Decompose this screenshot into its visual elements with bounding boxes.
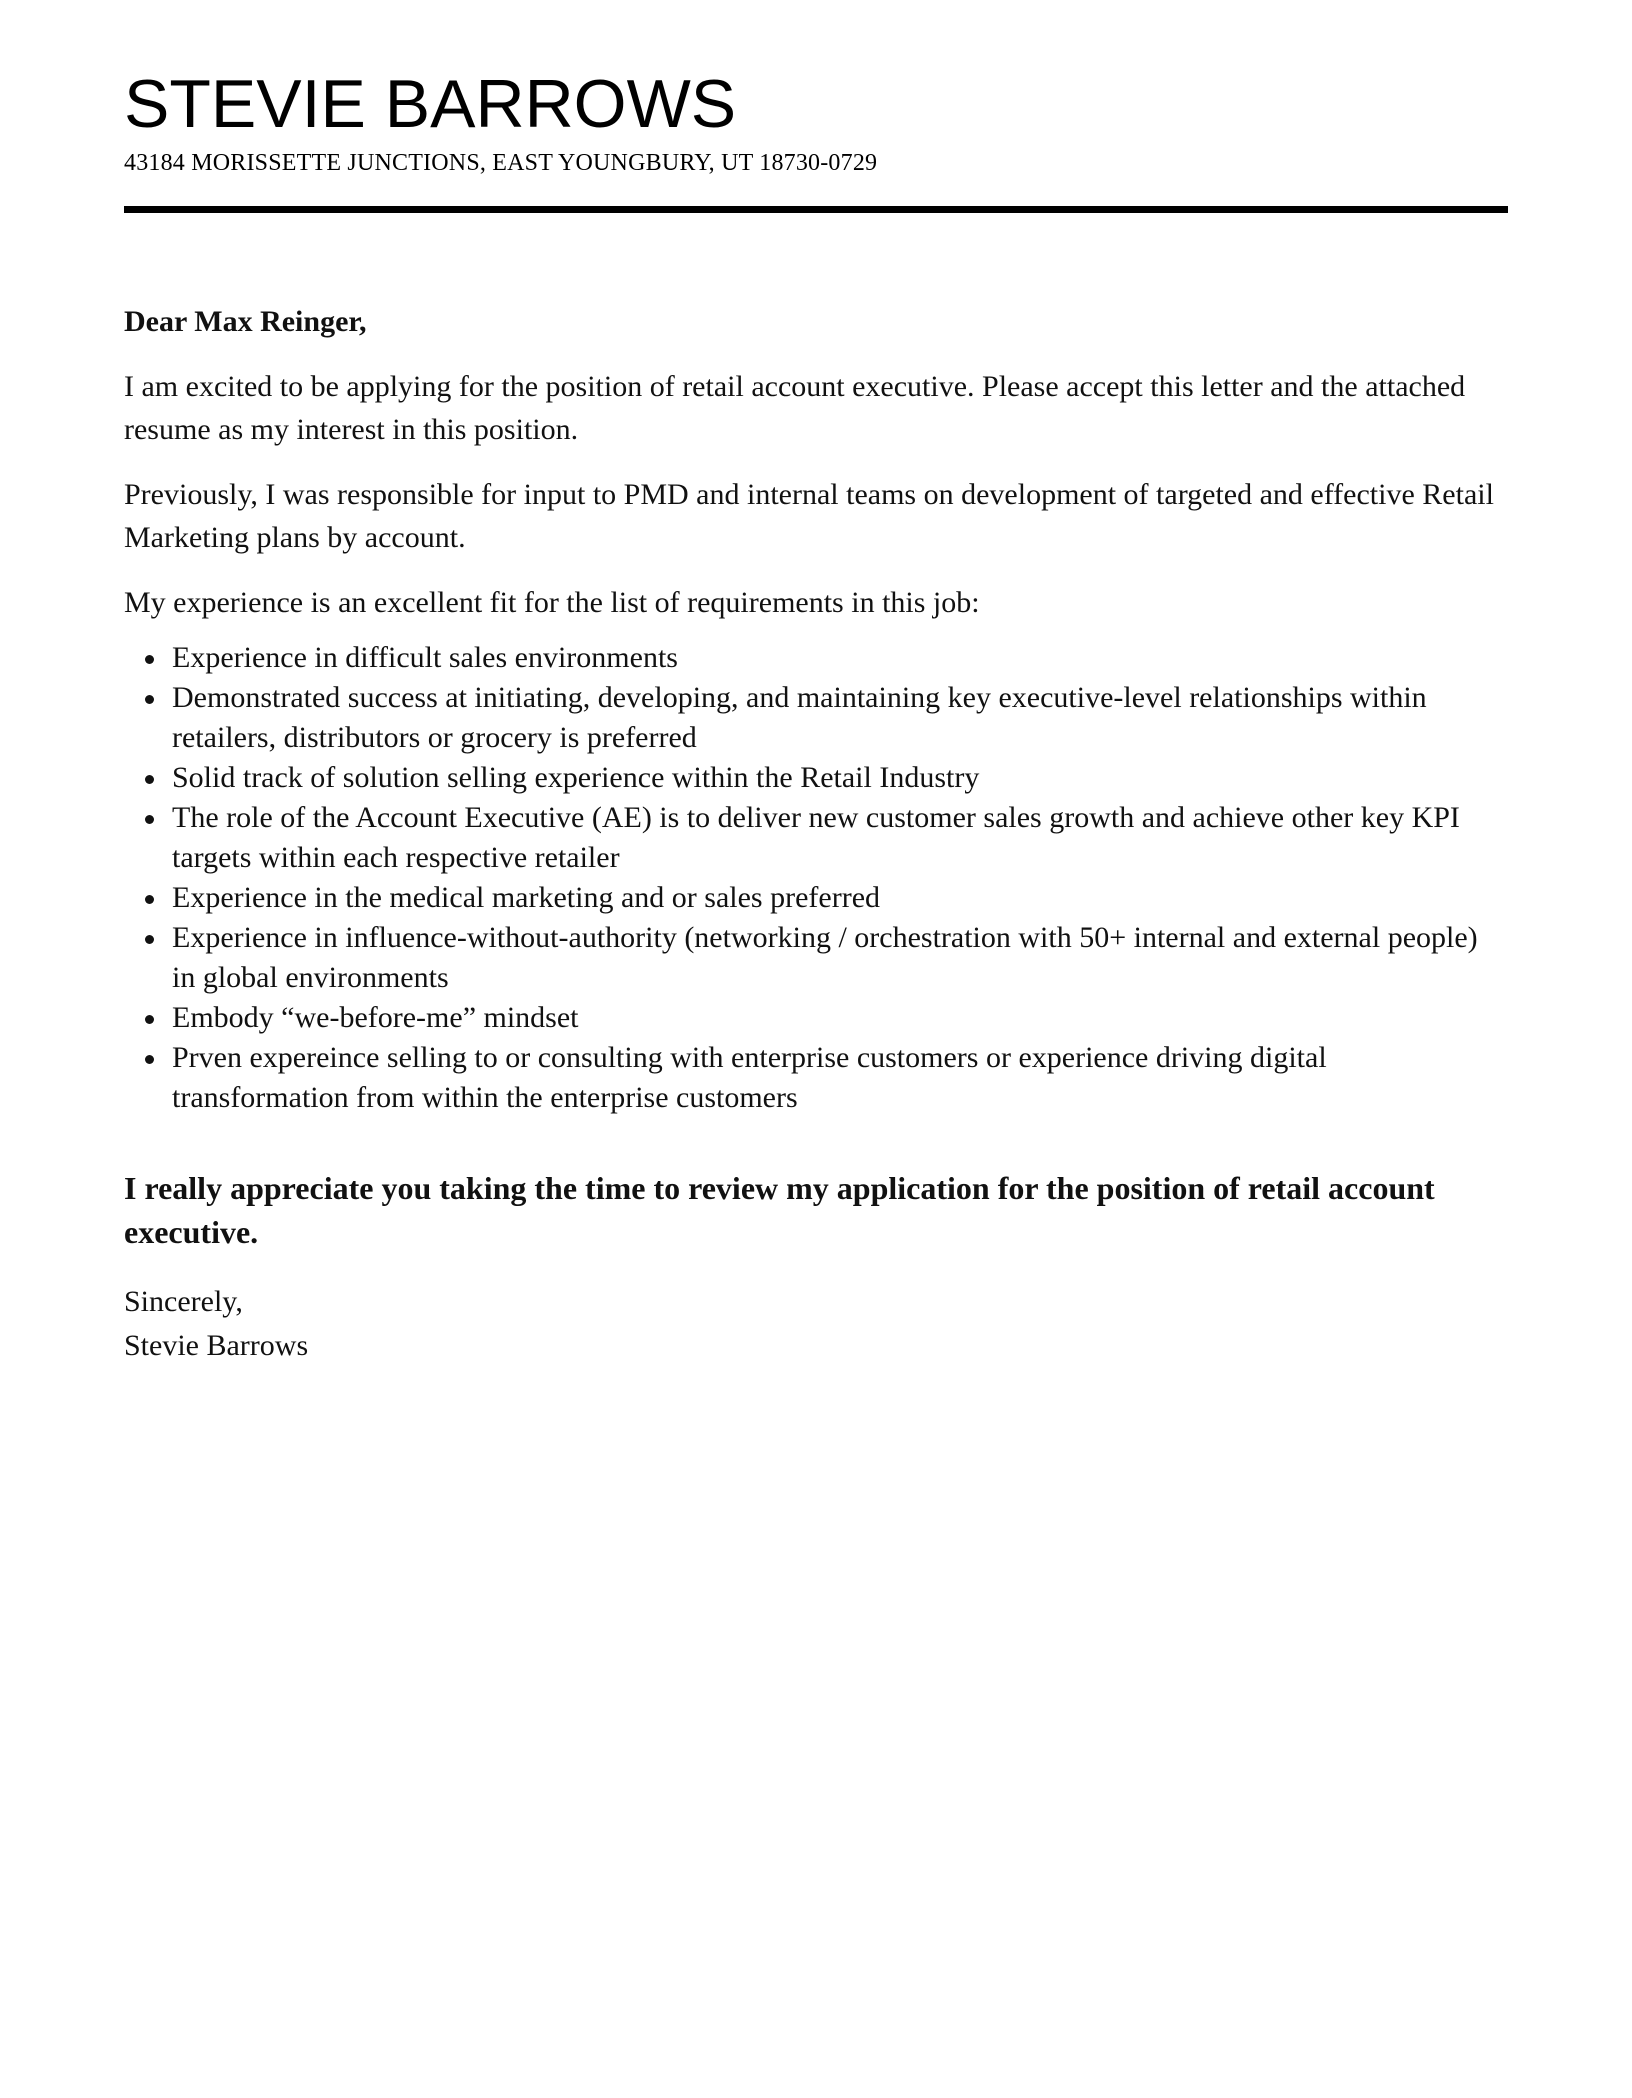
requirements-lead: My experience is an excellent fit for the list of requirements in this job: bbox=[124, 586, 980, 619]
closing-statement: I really appreciate you taking the time to review my application for the position of retail account executive. bbox=[124, 1170, 1435, 1250]
header-divider bbox=[124, 206, 1508, 213]
signature-name: Stevie Barrows bbox=[124, 1329, 309, 1362]
applicant-name: STEVIE BARROWS bbox=[124, 66, 737, 142]
signoff-block bbox=[124, 1280, 1508, 1368]
list-item: Embody “we-before-me” mindset bbox=[172, 998, 1508, 1038]
applicant-address: 43184 MORISSETTE JUNCTIONS, EAST YOUNGBURY, UT 18730-0729 bbox=[124, 150, 878, 176]
list-item: Experience in difficult sales environments bbox=[172, 638, 1508, 678]
intro-paragraph: I am excited to be applying for the position of retail account executive. Please accept this letter and the attached resume as my interest in this position. bbox=[124, 370, 1466, 446]
list-item: Experience in the medical marketing and or sales preferred bbox=[172, 878, 1508, 918]
requirements-list bbox=[124, 638, 1508, 1118]
list-item: Demonstrated success at initiating, developing, and maintaining key executive-level relationships within retailers, distributors or grocery is preferred bbox=[172, 678, 1508, 758]
list-item: Solid track of solution selling experience within the Retail Industry bbox=[172, 758, 1508, 798]
signoff: Sincerely, bbox=[124, 1285, 243, 1318]
letter-body bbox=[124, 300, 1508, 1368]
list-item: The role of the Account Executive (AE) is to deliver new customer sales growth and achieve other key KPI targets within each respective retailer bbox=[172, 798, 1508, 878]
salutation: Dear Max Reinger, bbox=[124, 305, 367, 338]
list-item: Experience in influence-without-authority (networking / orchestration with 50+ internal and external people) in global environments bbox=[172, 918, 1508, 998]
list-item: Prven expereince selling to or consulting with enterprise customers or experience driving digital transformation from within the enterprise customers bbox=[172, 1038, 1508, 1118]
experience-paragraph: Previously, I was responsible for input to PMD and internal teams on development of targeted and effective Retail Marketing plans by account. bbox=[124, 478, 1494, 554]
